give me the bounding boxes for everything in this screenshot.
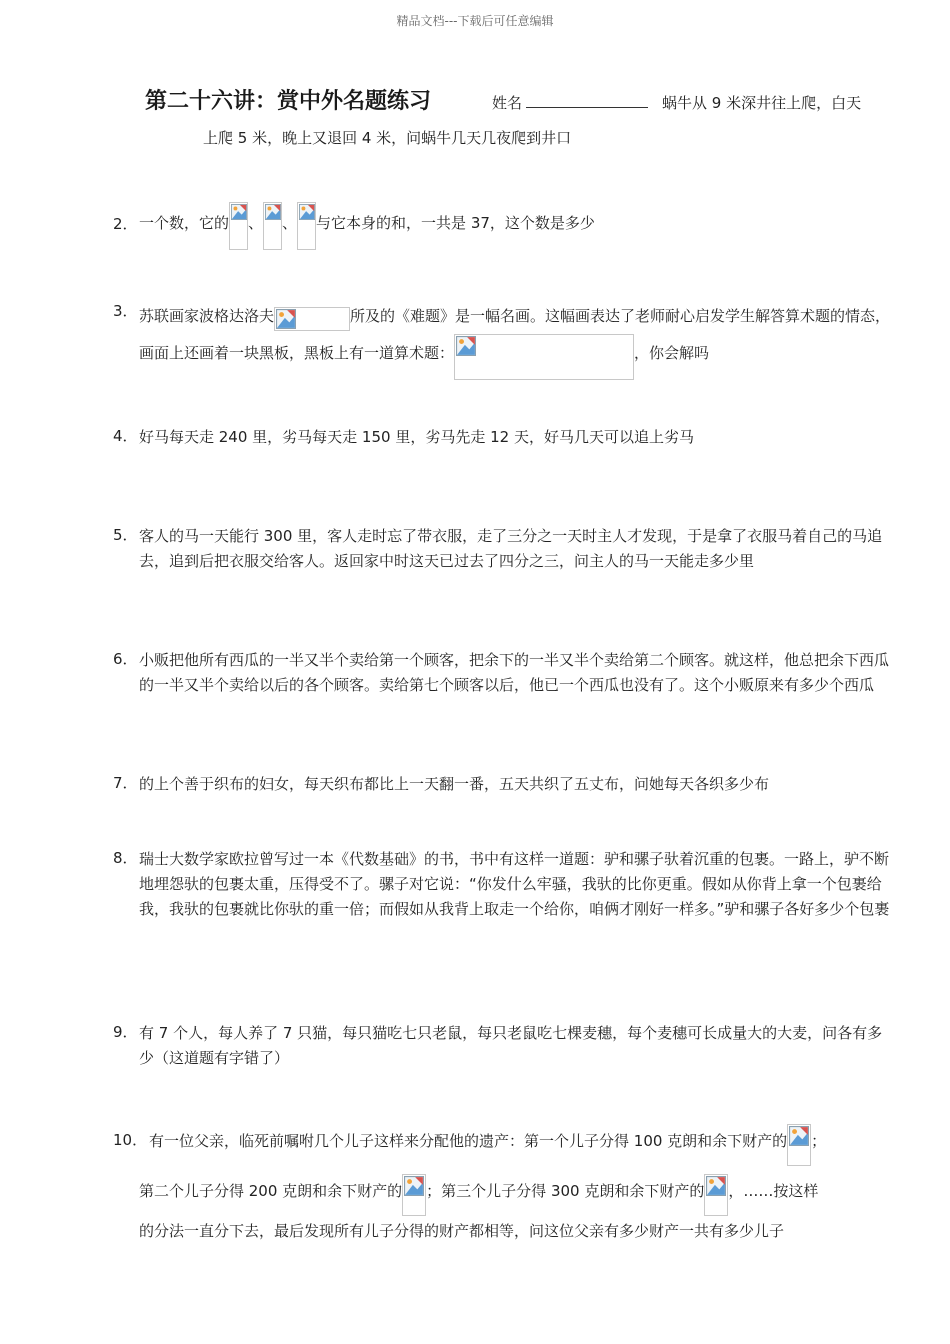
question-10-line-1 bbox=[149, 1121, 826, 1166]
question-10-text-b: ； bbox=[811, 1132, 827, 1150]
question-10-text-c: 第二个儿子分得 200 克朗和余下财产的 bbox=[139, 1182, 403, 1200]
question-2-number: 2． bbox=[113, 215, 138, 233]
question-10-line-3: 的分法一直分下去，最后发现所有儿子分得的财产都相等，问这位父亲有多少财产一共有多少儿子 bbox=[139, 1222, 785, 1240]
question-10-text-e: ，……按这样 bbox=[728, 1182, 819, 1200]
question-6: 小贩把他所有西瓜的一半又半个卖给第一个顾客，把余下的一半又半个卖给第二个顾客。就这样，他总把余下西瓜的一半又半个卖给以后的各个顾客。卖给第七个顾客以后，他已一个西瓜也没有了。这个小贩原来有多少个西瓜 bbox=[139, 651, 890, 694]
broken-image-icon bbox=[704, 1174, 728, 1216]
question-7-number: 7． bbox=[113, 774, 138, 792]
question-8-number: 8． bbox=[113, 849, 138, 867]
question-9: 有 7 个人，每人养了 7 只猫，每只猫吃七只老鼠，每只老鼠吃七棵麦穗，每个麦穗可长成量大的大麦，问各有多少（这道题有字错了） bbox=[139, 1024, 883, 1067]
question-6-number: 6． bbox=[113, 650, 138, 668]
question-10-line-2 bbox=[139, 1171, 818, 1216]
question-5: 客人的马一天能行 300 里，客人走时忘了带衣服，走了三分之一天时主人才发现，于是拿了衣服马着自己的马追去，追到后把衣服交给客人。返回家中时这天已过去了四分之三，问主人的马一天能走多少里 bbox=[139, 527, 883, 570]
broken-image-icon bbox=[454, 334, 634, 380]
broken-image-icon bbox=[297, 202, 316, 250]
name-label: 姓名 bbox=[492, 94, 523, 112]
question-4-number: 4． bbox=[113, 427, 138, 445]
question-2-text-b: 与它本身的和，一共是 37，这个数是多少 bbox=[316, 214, 595, 232]
question-10-number: 10． bbox=[113, 1131, 148, 1149]
question-3-text-c: ，你会解吗 bbox=[634, 344, 710, 362]
question-8: 瑞士大数学家欧拉曾写过一本《代数基础》的书，书中有这样一道题：驴和骡子驮着沉重的包裹。一路上，驴不断地埋怨驮的包裹太重，压得受不了。骡子对它说：“你发什么牢骚，我驮的比你更重。假如从你背上拿一个包裹给我，我驮的包裹就比你驮的重一倍；而假如从我背上取走一个给你，咱俩才刚好一样多。”驴和骡子各好多少个包裹 bbox=[139, 850, 890, 918]
question-3-text-a: 苏联画家波格达洛夫 bbox=[139, 307, 275, 325]
question-3 bbox=[139, 298, 891, 380]
page-watermark: 精品文档---下载后可任意编辑 bbox=[396, 14, 554, 28]
question-9-number: 9． bbox=[113, 1023, 138, 1041]
separator: 、 bbox=[282, 214, 298, 232]
question-7: 的上个善于织布的妇女，每天织布都比上一天翻一番，五天共织了五丈布，问她每天各织多少布 bbox=[139, 775, 770, 793]
question-1-line-2: 上爬 5 米，晚上又退回 4 米，问蜗牛几天几夜爬到井口 bbox=[203, 129, 572, 147]
question-3-number: 3． bbox=[113, 302, 138, 320]
broken-image-icon bbox=[787, 1124, 811, 1166]
question-1-line-1: 蜗牛从 9 米深井往上爬，白天 bbox=[662, 94, 862, 112]
question-5-number: 5． bbox=[113, 526, 138, 544]
question-4: 好马每天走 240 里，劣马每天走 150 里，劣马先走 12 天，好马几天可以追上劣马 bbox=[139, 428, 694, 446]
question-10-text-d: ；第三个儿子分得 300 克朗和余下财产的 bbox=[426, 1182, 705, 1200]
broken-image-icon bbox=[263, 202, 282, 250]
question-10-text-a: 有一位父亲，临死前嘱咐几个儿子这样来分配他的遗产：第一个儿子分得 100 克朗和余下财产的 bbox=[149, 1132, 788, 1150]
broken-image-icon bbox=[402, 1174, 426, 1216]
broken-image-icon bbox=[274, 307, 350, 331]
name-blank-line[interactable] bbox=[526, 107, 648, 108]
question-2-text-a: 一个数，它的 bbox=[139, 214, 230, 232]
broken-image-icon bbox=[229, 202, 248, 250]
separator: 、 bbox=[248, 214, 264, 232]
page-title: 第二十六讲：赏中外名题练习 bbox=[145, 89, 432, 114]
question-3-text-b: 所及的《难题》是一幅名画。这幅画表达了老师耐心启发学生解答算术题的情态，画面上还画着一块黑板，黑板上有一道算术题： bbox=[139, 307, 891, 362]
question-2 bbox=[139, 198, 891, 250]
